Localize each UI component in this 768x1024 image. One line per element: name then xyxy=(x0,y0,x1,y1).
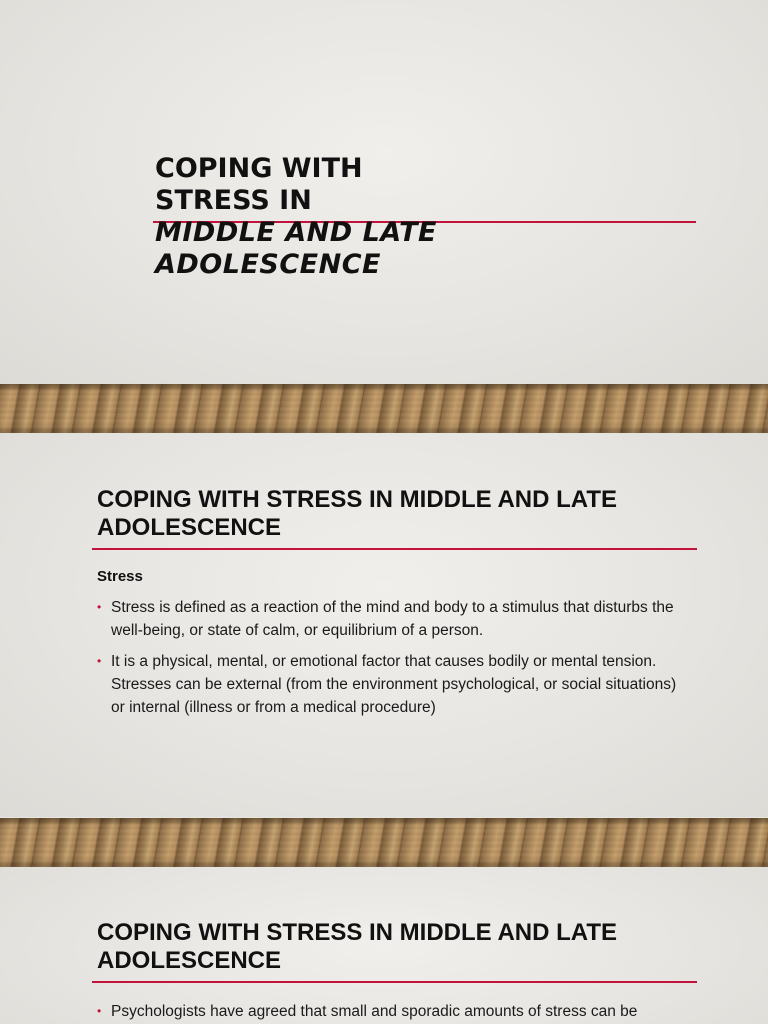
list-item xyxy=(97,596,687,642)
bullet-text: Stress is defined as a reaction of the mind and body to a stimulus that disturbs the well-being, or state of calm, or equilibrium of a person. xyxy=(111,599,674,639)
slide-heading: COPING WITH STRESS IN MIDDLE AND LATE ADOLESCENCE xyxy=(97,486,617,541)
list-item xyxy=(97,650,687,719)
bullet-list xyxy=(97,596,687,727)
bullet-icon: • xyxy=(97,654,102,668)
bullet-icon: • xyxy=(97,600,102,614)
wood-floor-divider xyxy=(0,818,768,867)
bullet-icon: • xyxy=(97,1004,102,1018)
heading-divider xyxy=(92,981,697,983)
wood-floor-divider xyxy=(0,384,768,433)
content-slide-partial xyxy=(0,867,768,1024)
slide-subtitle: MIDDLE AND LATE ADOLESCENCE xyxy=(155,217,437,280)
title-slide xyxy=(0,0,768,384)
list-item xyxy=(97,1000,687,1023)
content-slide-stress xyxy=(0,433,768,817)
heading-divider xyxy=(92,548,697,550)
slide-heading: COPING WITH STRESS IN MIDDLE AND LATE ADOLESCENCE xyxy=(97,919,617,974)
slide-title: COPING WITH STRESS IN xyxy=(155,153,363,216)
bullet-text: Psychologists have agreed that small and sporadic amounts of stress can be xyxy=(111,1003,638,1020)
section-label: Stress xyxy=(97,568,143,585)
bullet-text: It is a physical, mental, or emotional factor that causes bodily or mental tension. Stresses can be external (from the environment psychological, or social situations) or internal (illness or from a medical procedure) xyxy=(111,653,677,716)
bullet-list xyxy=(97,1000,687,1024)
